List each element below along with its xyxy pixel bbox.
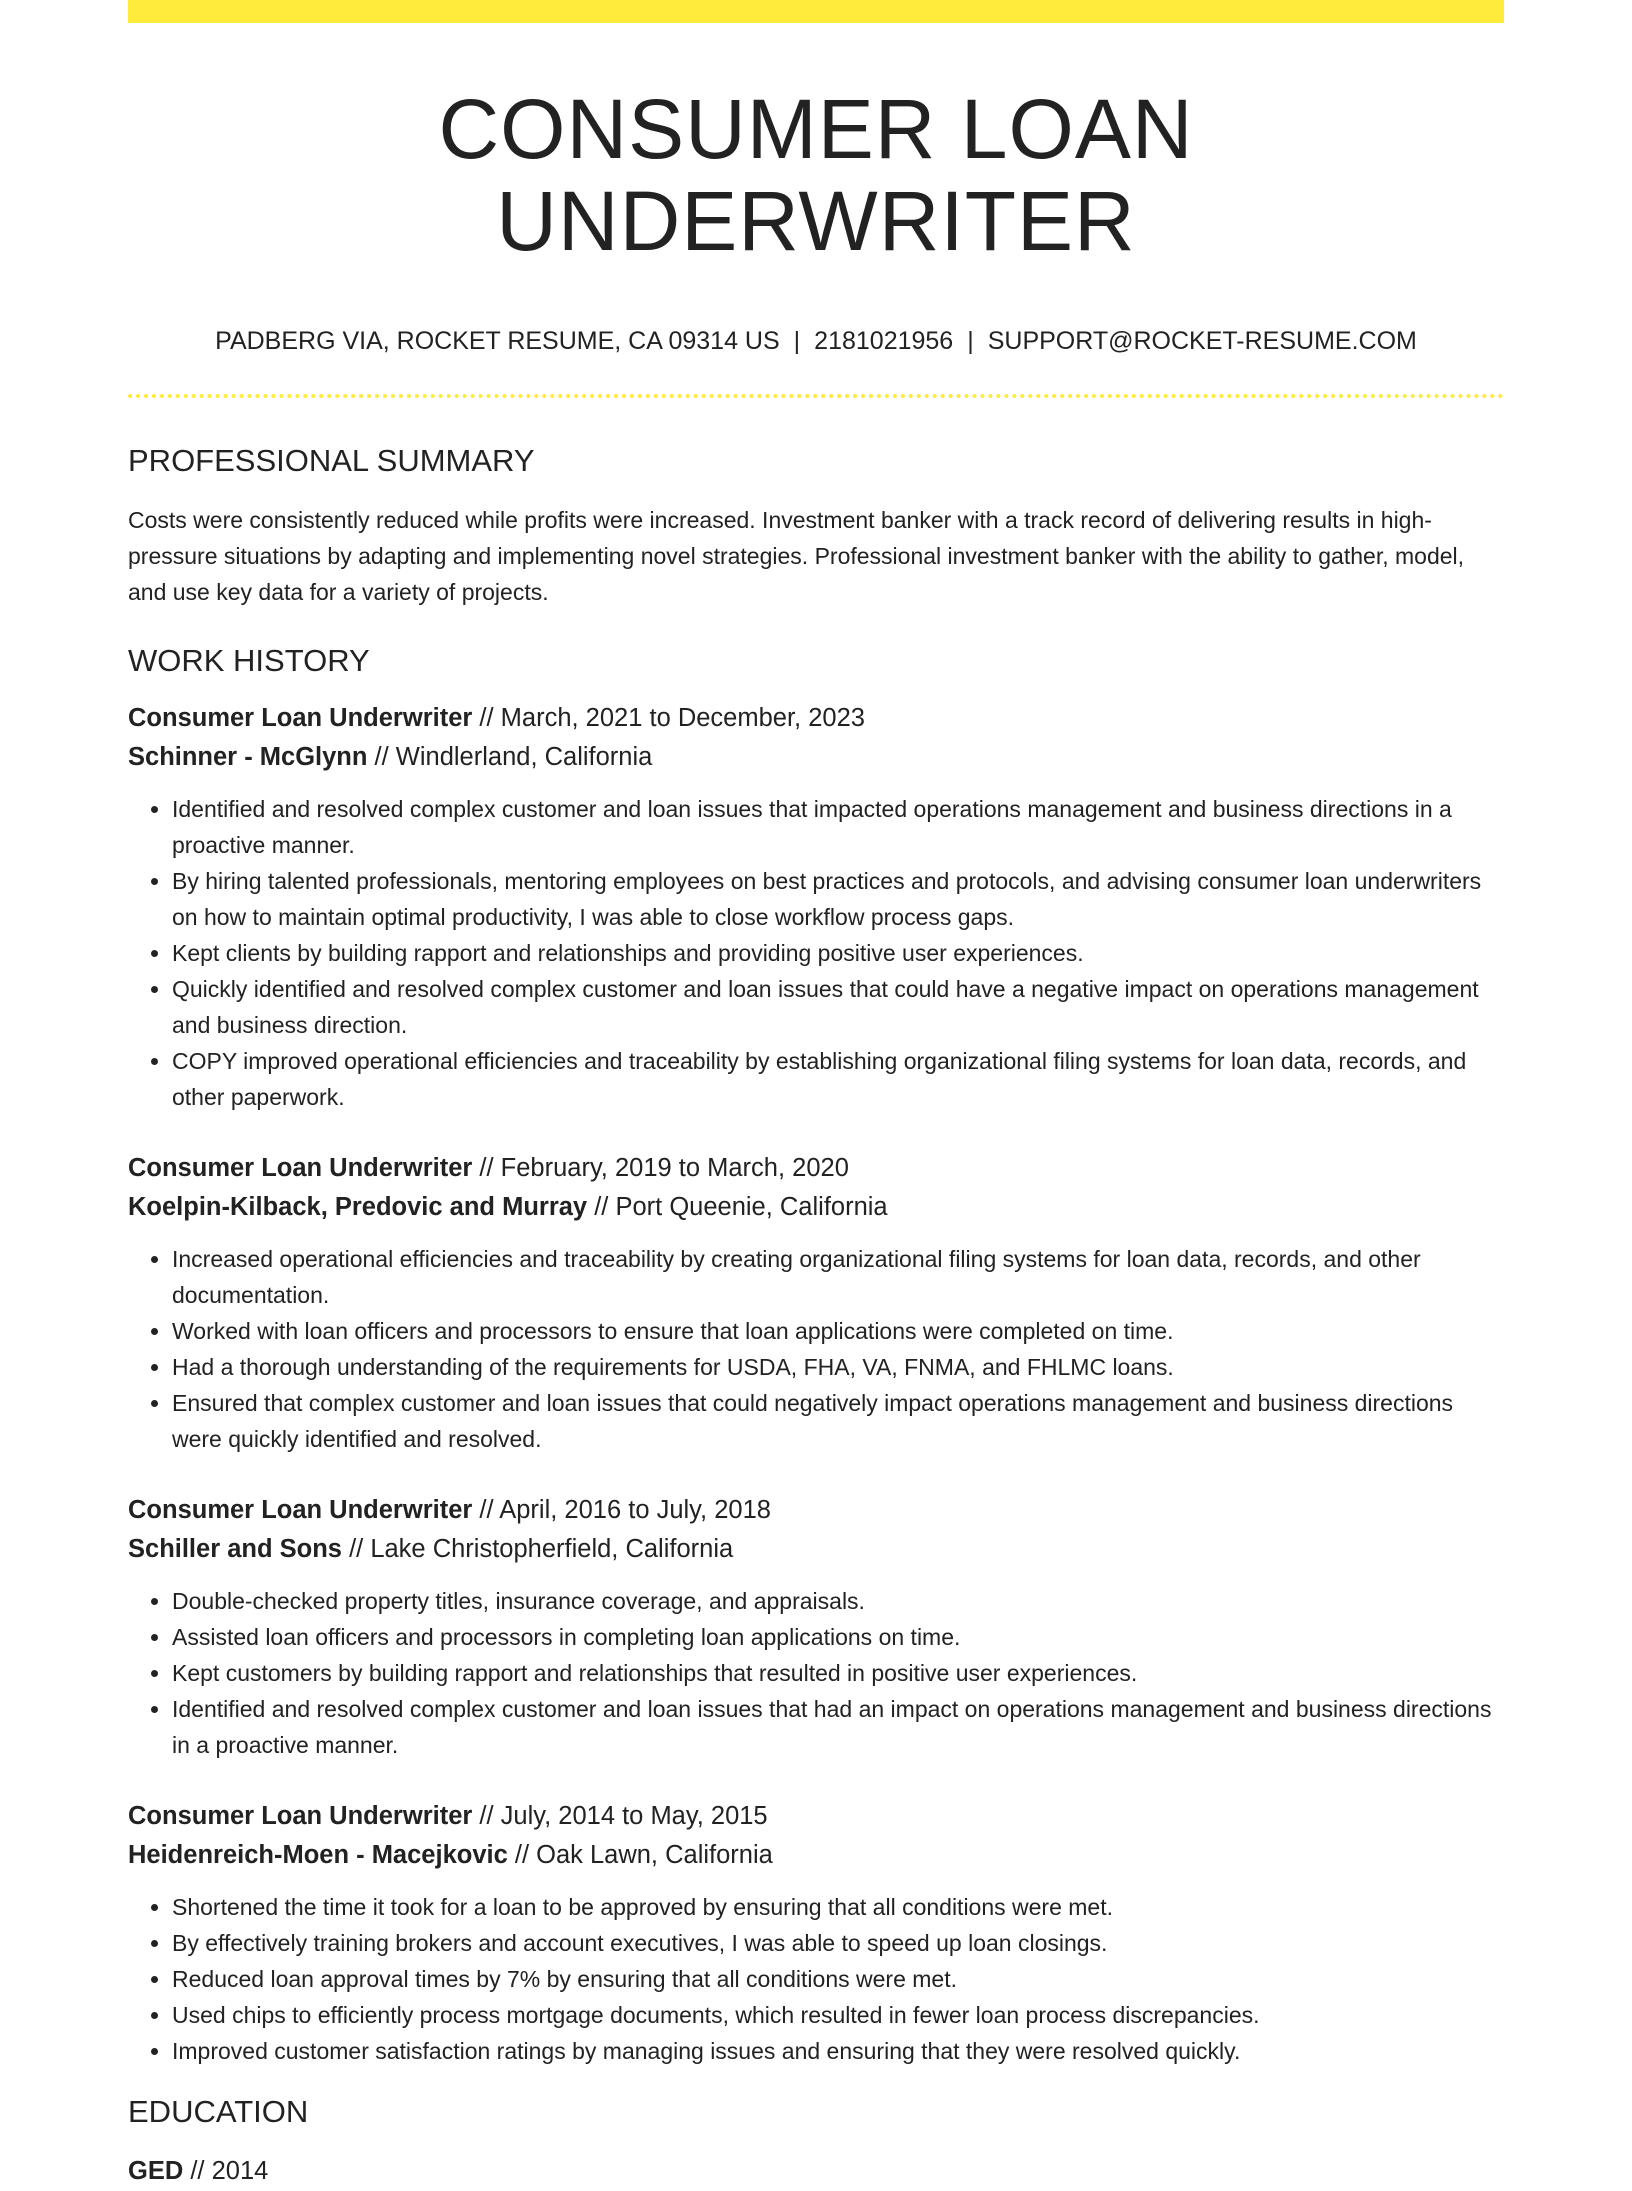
job-bullet: • Identified and resolved complex customer and loan issues that had an impact on operations management and business directions in a proactive manner. bbox=[172, 1691, 1504, 1763]
job-bullets bbox=[128, 1889, 1504, 2069]
job-bullet: • Quickly identified and resolved complex customer and loan issues that could have a negative impact on operations management and business direction. bbox=[172, 971, 1504, 1043]
job-role-line bbox=[128, 699, 1504, 738]
resume-page bbox=[128, 0, 1504, 2191]
job-company-line bbox=[128, 1836, 1504, 1875]
job-dates: // April, 2016 to July, 2018 bbox=[472, 1496, 771, 1525]
education-heading: EDUCATION bbox=[128, 2094, 309, 2130]
contact-line bbox=[128, 326, 1504, 356]
job-bullet: • Double-checked property titles, insurance coverage, and appraisals. bbox=[172, 1583, 1504, 1619]
job-role-line bbox=[128, 1797, 1504, 1836]
contact-email: SUPPORT@ROCKET-RESUME.COM bbox=[987, 326, 1417, 355]
education-degree: GED bbox=[128, 2157, 184, 2186]
job-bullet: • By hiring talented professionals, mentoring employees on best practices and protocols, and advising consumer loan underwriters on how to maintain optimal productivity, I was able to close workflow process gaps. bbox=[172, 863, 1504, 935]
job-bullet: • Shortened the time it took for a loan to be approved by ensuring that all conditions were met. bbox=[172, 1889, 1504, 1925]
job-role-line bbox=[128, 1149, 1504, 1188]
job-bullet: • Worked with loan officers and processors to ensure that loan applications were completed on time. bbox=[172, 1313, 1504, 1349]
job-location: // Lake Christopherfield, California bbox=[341, 1535, 734, 1564]
job-bullet: • Identified and resolved complex customer and loan issues that impacted operations management and business directions in a proactive manner. bbox=[172, 791, 1504, 863]
contact-address: PADBERG VIA, ROCKET RESUME, CA 09314 US bbox=[215, 326, 780, 355]
job-location: // Port Queenie, California bbox=[587, 1193, 888, 1222]
contact-separator: | bbox=[967, 326, 974, 355]
job-company-line bbox=[128, 738, 1504, 777]
job-bullet: • Kept clients by building rapport and relationships and providing positive user experiences. bbox=[172, 935, 1504, 971]
job-bullet: • Reduced loan approval times by 7% by ensuring that all conditions were met. bbox=[172, 1961, 1504, 1997]
work-history-list bbox=[128, 699, 1504, 2069]
job-company: Koelpin-Kilback, Predovic and Murray bbox=[128, 1193, 588, 1222]
job-bullets bbox=[128, 1583, 1504, 1763]
job-entry bbox=[128, 699, 1504, 1115]
contact-separator: | bbox=[793, 326, 801, 355]
job-company: Heidenreich-Moen - Macejkovic bbox=[128, 1841, 508, 1870]
job-bullet: • Used chips to efficiently process mortgage documents, which resulted in fewer loan process discrepancies. bbox=[172, 1997, 1504, 2033]
job-bullet: • Had a thorough understanding of the requirements for USDA, FHA, VA, FNMA, and FHLMC loans. bbox=[172, 1349, 1504, 1385]
job-role: Consumer Loan Underwriter bbox=[128, 1802, 473, 1831]
job-dates: // March, 2021 to December, 2023 bbox=[472, 704, 865, 733]
job-bullet: • Kept customers by building rapport and relationships that resulted in positive user experiences. bbox=[172, 1655, 1504, 1691]
job-entry bbox=[128, 1797, 1504, 2069]
job-bullet: • Improved customer satisfaction ratings by managing issues and ensuring that they were resolved quickly. bbox=[172, 2033, 1504, 2069]
job-role: Consumer Loan Underwriter bbox=[128, 704, 473, 733]
job-bullet: • Assisted loan officers and processors in completing loan applications on time. bbox=[172, 1619, 1504, 1655]
job-role-line bbox=[128, 1491, 1504, 1530]
job-location: // Windlerland, California bbox=[367, 743, 653, 772]
accent-top-bar bbox=[128, 0, 1504, 23]
job-entry bbox=[128, 1149, 1504, 1457]
job-bullets bbox=[128, 791, 1504, 1115]
candidate-title: CONSUMER LOAN UNDERWRITER bbox=[438, 82, 1194, 269]
job-bullets bbox=[128, 1241, 1504, 1457]
job-bullet: • COPY improved operational efficiencies and traceability by establishing organizational filing systems for loan data, records, and other paperwork. bbox=[172, 1043, 1504, 1115]
job-bullet: • By effectively training brokers and account executives, I was able to speed up loan closings. bbox=[172, 1925, 1504, 1961]
job-bullet: • Increased operational efficiencies and traceability by creating organizational filing systems for loan data, records, and other documentation. bbox=[172, 1241, 1504, 1313]
job-company-line bbox=[128, 1530, 1504, 1569]
education-year: // 2014 bbox=[183, 2157, 269, 2186]
summary-heading: PROFESSIONAL SUMMARY bbox=[128, 442, 535, 478]
job-company: Schiller and Sons bbox=[128, 1535, 342, 1564]
job-role: Consumer Loan Underwriter bbox=[128, 1154, 473, 1183]
summary-text: Costs were consistently reduced while profits were increased. Investment banker with a track record of delivering results in high-pressure situations by adapting and implementing novel strategies. Professional investment banker with the ability to gather, model, and use key data for a variety of projects. bbox=[128, 506, 1465, 605]
job-bullet: • Ensured that complex customer and loan issues that could negatively impact operations management and business directions were quickly identified and resolved. bbox=[172, 1385, 1504, 1457]
job-entry bbox=[128, 1491, 1504, 1763]
work-history-heading: WORK HISTORY bbox=[128, 642, 370, 678]
job-dates: // July, 2014 to May, 2015 bbox=[472, 1802, 768, 1831]
job-dates: // February, 2019 to March, 2020 bbox=[472, 1154, 849, 1183]
job-company-line bbox=[128, 1188, 1504, 1227]
job-role: Consumer Loan Underwriter bbox=[128, 1496, 473, 1525]
contact-phone: 2181021956 bbox=[814, 326, 954, 355]
dotted-divider bbox=[128, 394, 1504, 398]
job-location: // Oak Lawn, California bbox=[507, 1841, 773, 1870]
education-entry bbox=[128, 2152, 1504, 2191]
job-company: Schinner - McGlynn bbox=[128, 743, 368, 772]
